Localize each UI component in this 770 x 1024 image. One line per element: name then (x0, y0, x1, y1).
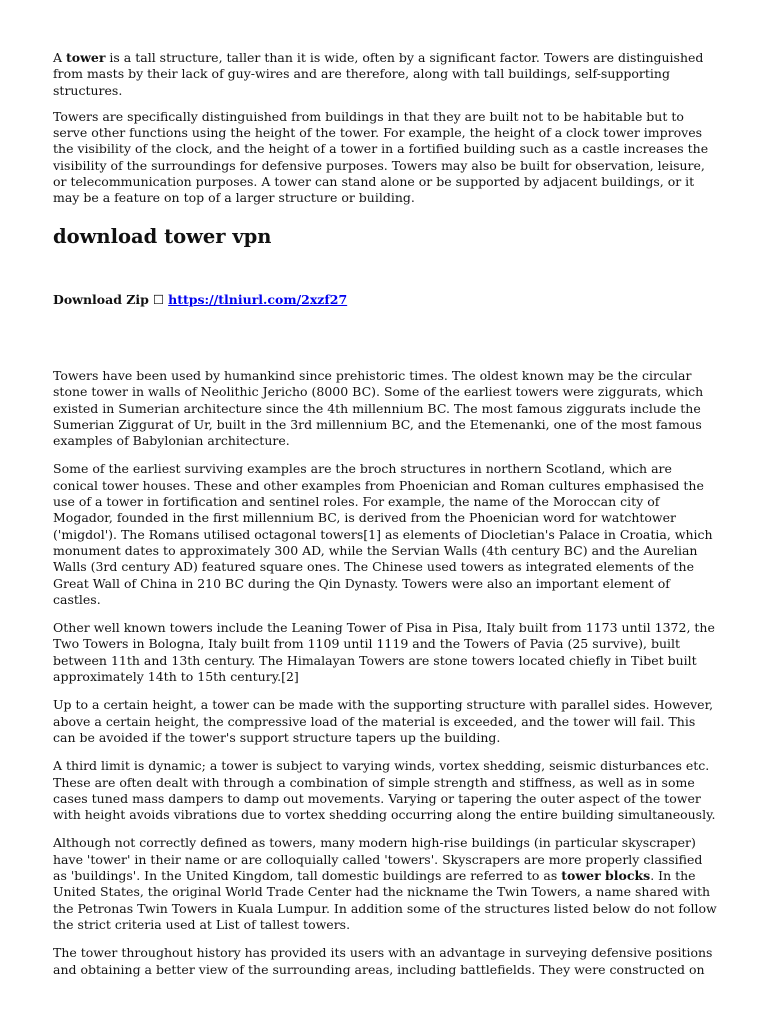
box-glyph-icon: ☐ (152, 292, 165, 307)
document-page (53, 50, 718, 977)
intro-paragraph-1-lead: A (53, 50, 67, 65)
intro-section (53, 50, 718, 207)
body-paragraph-1: Towers have been used by humankind since prehistoric times. The oldest known may be the circular stone tower in walls of Neolithic Jericho (8000 BC). Some of the earliest towers were ziggurats, which existed in Sumerian architecture since the 4th millennium BC. The most famous ziggurats include the Sumerian Ziggurat of Ur, built in the 3rd millennium BC, and the Etemenanki, one of the most famous examples of Babylonian architecture. (53, 368, 704, 449)
body-paragraph-7: The tower throughout history has provided its users with an advantage in surveying defensive positions and obtaining a better view of the surrounding areas, including battlefields. They were constructed on (53, 945, 713, 977)
body-paragraph-5: A third limit is dynamic; a tower is subject to varying winds, vortex shedding, seismic disturbances etc. These are often dealt with through a combination of simple strength and stiffness, as well as in some cases tuned mass dampers to damp out movements. Varying or tapering the outer aspect of the tower with height avoids vibrations due to vortex shedding occurring along the entire building simultaneously. (53, 758, 716, 823)
body-paragraph-6-a: Although not correctly defined as towers, many modern high-rise buildings (in particular skyscraper) have 'tower' in their name or are colloquially called 'towers'. Skyscrapers are more properly classified as 'buildings'. In the United Kingdom, tall domestic buildings are referred to as (53, 835, 703, 884)
intro-paragraph-2: Towers are specifically distinguished from buildings in that they are built not to be habitable but to serve other functions using the height of the tower. For example, the height of a clock tower improves the visibility of the clock, and the height of a tower in a fortified building such as a castle increases the visibility of the surroundings for defensive purposes. Towers may also be built for observation, leisure, or telecommunication purposes. A tower can stand alone or be supported by adjacent buildings, or it may be a feature on top of a larger structure or building. (53, 108, 709, 206)
body-bold-term: tower blocks (561, 868, 651, 884)
body-section (53, 368, 718, 990)
body-paragraph-4: Up to a certain height, a tower can be made with the supporting structure with parallel sides. However, above a certain height, the compressive load of the material is exceeded, and the tower will fail. This can be avoided if the tower's support structure tapers up the building. (53, 697, 714, 745)
page-heading: download tower vpn (53, 225, 272, 248)
download-label: Download Zip (53, 292, 149, 307)
body-paragraph-6 (53, 835, 718, 933)
intro-paragraph-1 (53, 50, 718, 99)
download-link[interactable]: https://tlniurl.com/2xzf27 (168, 292, 348, 307)
body-paragraph-2: Some of the earliest surviving examples are the broch structures in northern Scotland, which are conical tower houses. These and other examples from Phoenician and Roman cultures emphasised the use of a tower in fortification and sentinel roles. For example, the name of the Moroccan city of Mogador, founded in the first millennium BC, is derived from the Phoenician word for watchtower ('migdol'). The Romans utilised octagonal towers[1] as elements of Diocletian's Palace in Croatia, which monument dates to approximately 300 AD, while the Servian Walls (4th century BC) and the Aurelian Walls (3rd century AD) featured square ones. The Chinese used towers as integrated elements of the Great Wall of China in 210 BC during the Qin Dynasty. Towers were also an important element of castles. (53, 461, 713, 607)
download-line (53, 292, 347, 308)
body-paragraph-3: Other well known towers include the Leaning Tower of Pisa in Pisa, Italy built from 1173 until 1372, the Two Towers in Bologna, Italy built from 1109 until 1119 and the Towers of Pavia (25 survive), built between 11th and 13th century. The Himalayan Towers are stone towers located chiefly in Tibet built approximately 14th to 15th century.[2] (53, 620, 715, 685)
intro-paragraph-1-rest: is a tall structure, taller than it is wide, often by a significant factor. Towers are distinguished from masts by their lack of guy-wires and are therefore, along with tall buildings, self-supporting structures. (53, 50, 704, 98)
body-paragraph-6-b: . In the United States, the original World Trade Center had the nickname the Twin Towers, a name shared with the Petronas Twin Towers in Kuala Lumpur. In addition some of the structures listed below do not follow the strict criteria used at List of tallest towers. (53, 868, 717, 932)
intro-bold-term: tower (66, 50, 106, 65)
